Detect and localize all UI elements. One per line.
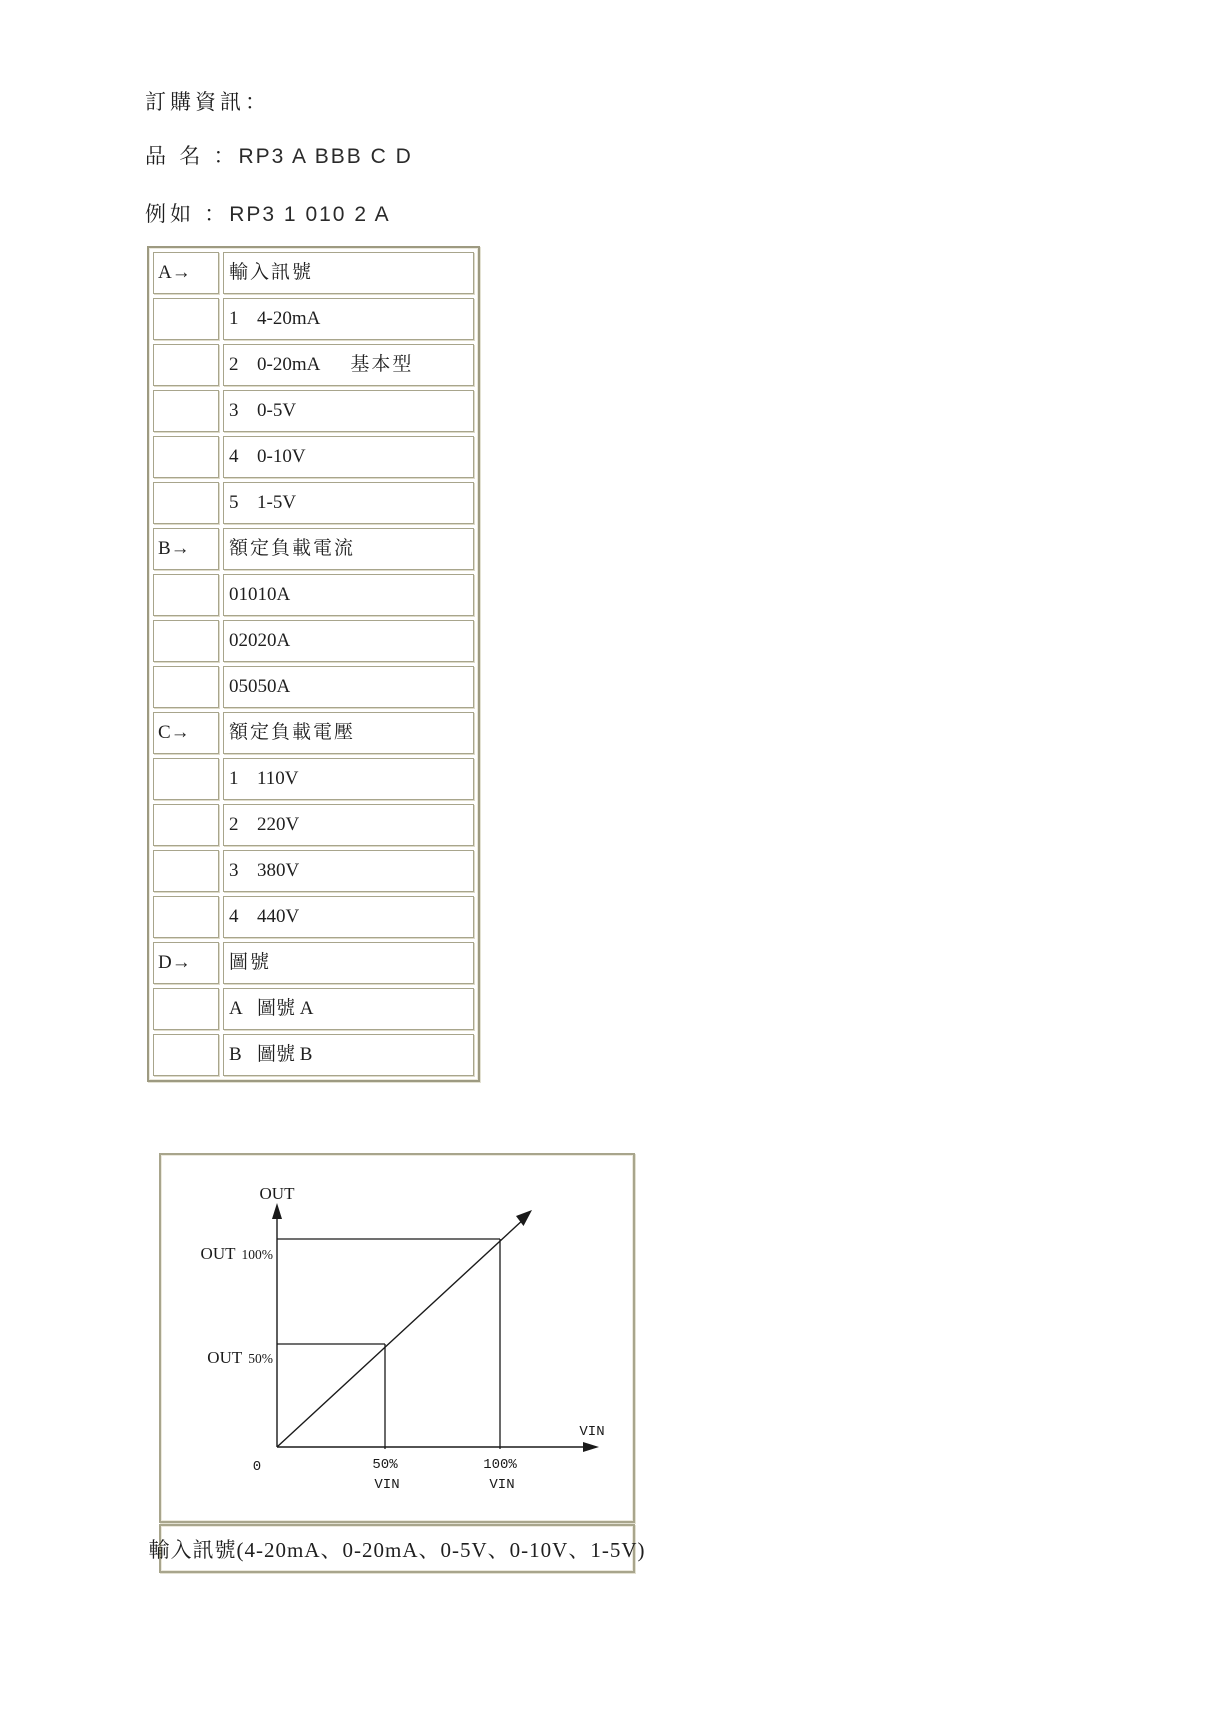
table-row [153, 942, 474, 984]
product-name-value: RP3 A BBB C D [238, 145, 413, 168]
section-key-cell: C→ [153, 712, 219, 754]
table-row [153, 436, 474, 478]
option-cell [223, 390, 474, 432]
tick-50-pct-label: 50% [372, 1457, 398, 1473]
option-label: 1-5V [257, 492, 297, 513]
option-code: 4 [229, 906, 239, 927]
option-cell [223, 758, 474, 800]
x-axis-arrow-icon [583, 1442, 599, 1452]
section-key-cell [153, 1034, 219, 1076]
table-row [153, 1034, 474, 1076]
option-label: 圖號 A [257, 998, 314, 1019]
section-key-cell [153, 436, 219, 478]
page-title: 訂購資訊： [145, 90, 270, 114]
order-table [147, 246, 480, 1082]
table-row [153, 574, 474, 616]
table-row [153, 666, 474, 708]
section-key-cell [153, 850, 219, 892]
table-row [153, 528, 474, 570]
table-row [153, 896, 474, 938]
diagonal-line [277, 1218, 525, 1447]
section-key-cell: A→ [153, 252, 219, 294]
option-label: 20A [257, 630, 291, 651]
section-key-cell: D→ [153, 942, 219, 984]
table-row [153, 252, 474, 294]
option-label: 10A [257, 584, 291, 605]
option-label: 50A [257, 676, 291, 697]
option-label: 0-10V [257, 446, 306, 467]
option-code: 4 [229, 446, 239, 467]
section-key-cell [153, 298, 219, 340]
section-key-cell [153, 390, 219, 432]
x-axis-title: VIN [579, 1424, 605, 1440]
option-label: 220V [257, 814, 300, 835]
option-cell [223, 436, 474, 478]
out-100-word: OUT [200, 1244, 236, 1263]
out-50-label [207, 1348, 273, 1367]
section-key-cell [153, 896, 219, 938]
option-cell [223, 804, 474, 846]
table-row [153, 758, 474, 800]
option-cell [223, 620, 474, 662]
option-note: 基本型 [350, 354, 414, 375]
option-code: 1 [229, 308, 239, 329]
option-cell [223, 298, 474, 340]
table-row [153, 482, 474, 524]
table-row [153, 712, 474, 754]
section-key-cell [153, 344, 219, 386]
option-code: 5 [229, 492, 239, 513]
option-code: 020 [229, 630, 258, 651]
section-key-cell [153, 988, 219, 1030]
section-key-cell [153, 804, 219, 846]
option-cell [223, 988, 474, 1030]
option-code: 1 [229, 768, 239, 789]
table-row [153, 850, 474, 892]
section-key-cell: B→ [153, 528, 219, 570]
section-key-cell [153, 620, 219, 662]
option-code: 050 [229, 676, 258, 697]
option-cell [223, 344, 474, 386]
example-value: RP3 1 010 2 A [229, 203, 391, 226]
out-100-label [201, 1244, 273, 1263]
section-key-cell [153, 574, 219, 616]
table-row [153, 988, 474, 1030]
section-title-cell: 額定負載電流 [223, 528, 474, 570]
order-table-body [153, 252, 474, 1076]
example-line [145, 198, 391, 228]
option-cell [223, 666, 474, 708]
tick-50-vin-label: VIN [374, 1477, 400, 1493]
option-label: 4-20mA [257, 308, 321, 329]
section-title-cell: 圖號 [223, 942, 474, 984]
product-name-label: 品 名 ： [145, 144, 239, 168]
option-label: 380V [257, 860, 300, 881]
out-100-pct: 100% [241, 1247, 273, 1262]
y-axis-title: OUT [259, 1184, 295, 1203]
option-cell [223, 850, 474, 892]
option-label: 110V [257, 768, 299, 789]
tick-100-pct-label: 100% [483, 1457, 517, 1473]
option-cell [223, 574, 474, 616]
option-label: 0-20mA [257, 354, 321, 375]
option-code: A [229, 998, 243, 1019]
table-row [153, 390, 474, 432]
section-key-cell [153, 758, 219, 800]
option-code: 3 [229, 400, 239, 421]
table-row [153, 344, 474, 386]
caption-bar [148, 1524, 646, 1573]
table-row [153, 804, 474, 846]
option-code: 2 [229, 814, 239, 835]
section-title-cell: 額定負載電壓 [223, 712, 474, 754]
out-50-word: OUT [207, 1348, 243, 1367]
option-label: 440V [257, 906, 300, 927]
option-label: 0-5V [257, 400, 297, 421]
option-code: 2 [229, 354, 239, 375]
caption-text: 輸入訊號(4-20mA、0-20mA、0-5V、0-10V、1-5V) [148, 1537, 646, 1562]
chart-panel [159, 1153, 635, 1523]
table-row [153, 620, 474, 662]
option-code: 010 [229, 584, 258, 605]
option-cell [223, 1034, 474, 1076]
option-cell [223, 896, 474, 938]
option-code: B [229, 1044, 242, 1065]
option-code: 3 [229, 860, 239, 881]
y-axis-arrow-icon [272, 1203, 282, 1219]
table-row [153, 298, 474, 340]
section-title-cell: 輸入訊號 [223, 252, 474, 294]
section-key-cell [153, 482, 219, 524]
origin-tick-label: 0 [252, 1459, 262, 1475]
example-label: 例如 ： [145, 202, 230, 226]
chart-svg [161, 1155, 633, 1519]
section-key-cell [153, 666, 219, 708]
option-label: 圖號 B [257, 1044, 313, 1065]
out-50-pct: 50% [248, 1351, 273, 1366]
tick-100-vin-label: VIN [489, 1477, 515, 1493]
option-cell [223, 482, 474, 524]
product-name-line [145, 140, 413, 170]
